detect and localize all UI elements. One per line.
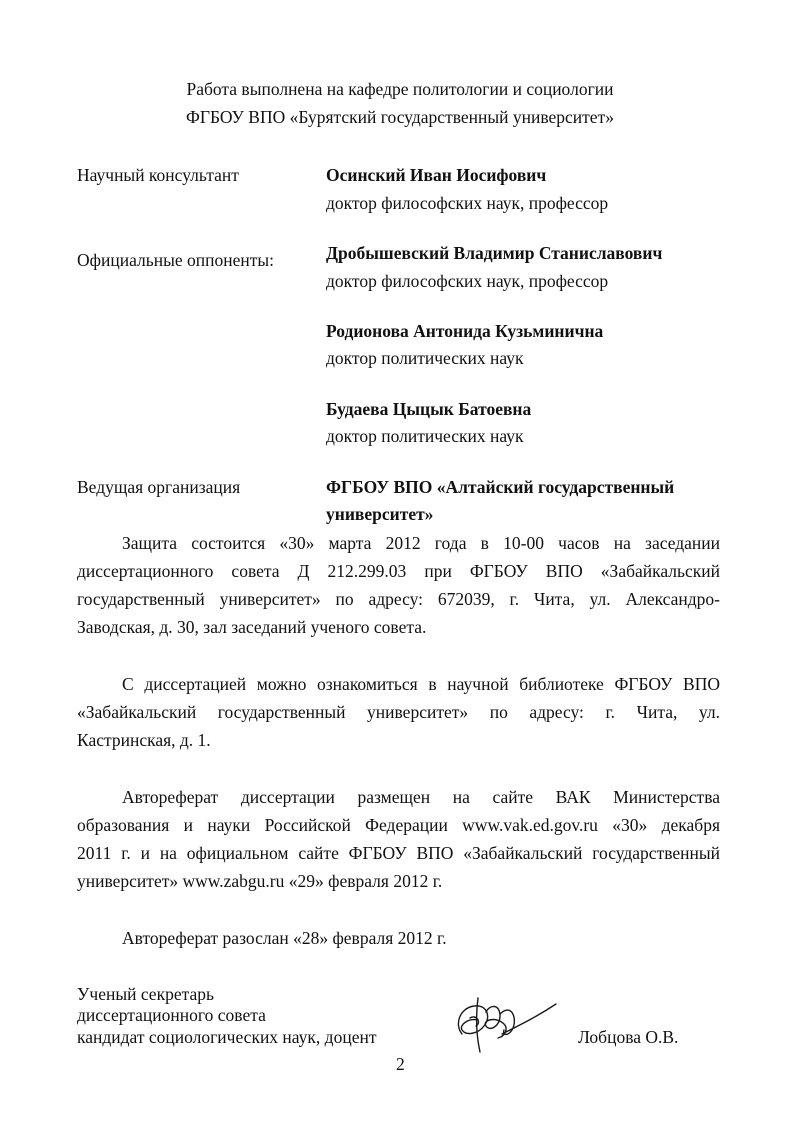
secretary-name: Лобцова О.В. [578, 1027, 679, 1047]
page-number: 2 [396, 1054, 405, 1074]
header-line-1: Работа выполнена на кафедре политологии и социологии [186, 79, 614, 99]
opponents-label: Официальные оппоненты: [77, 250, 274, 270]
consultant-label: Научный консультант [77, 165, 239, 185]
signature-mark [442, 994, 560, 1056]
lead-org-line-1: ФГБОУ ВПО «Алтайский государственный [326, 477, 675, 497]
defense-line-1: Защита состоится «30» марта 2012 года в 10-00 часов на заседании [122, 533, 720, 553]
abstract-line-4: университет» www.zabgu.ru «29» февраля 2012 г. [77, 871, 443, 891]
library-line-1: С диссертацией можно ознакомиться в научной библиотеке ФГБОУ ВПО [122, 674, 720, 694]
consultant-title: доктор философских наук, профессор [326, 193, 609, 213]
opponent-name-2: Родионова Антонида Кузьминична [326, 321, 604, 341]
opponent-title-3: доктор политических наук [326, 426, 524, 446]
abstract-line-2: образования и науки Российской Федерации www.vak.ed.gov.ru «30» декабря [77, 815, 720, 835]
opponent-name-3: Будаева Цыцык Батоевна [326, 399, 532, 419]
secretary-line-3: кандидат социологических наук, доцент [77, 1027, 377, 1047]
library-line-2: «Забайкальский государственный университет» по адресу: г. Чита, ул. [77, 702, 720, 722]
header-line-2: ФГБОУ ВПО «Бурятский государственный университет» [186, 107, 614, 127]
defense-line-2: диссертационного совета Д 212.299.03 при ФГБОУ ВПО «Забайкальский [77, 561, 720, 581]
library-line-3: Кастринская, д. 1. [77, 730, 211, 750]
opponent-title-2: доктор политических наук [326, 348, 524, 368]
lead-org-label: Ведущая организация [77, 477, 241, 497]
abstract-line-3: 2011 г. и на официальном сайте ФГБОУ ВПО «Забайкальский государственный [77, 843, 720, 863]
consultant-name: Осинский Иван Иосифович [326, 165, 547, 185]
abstract-sent: Автореферат разослан «28» февраля 2012 г. [122, 928, 447, 948]
lead-org-line-2: университет» [326, 504, 434, 524]
opponent-title-1: доктор философских наук, профессор [326, 271, 609, 291]
defense-line-3: государственный университет» по адресу: 672039, г. Чита, ул. Александро- [77, 589, 720, 609]
defense-line-4: Заводская, д. 30, зал заседаний ученого совета. [77, 617, 427, 637]
secretary-line-2: диссертационного совета [77, 1005, 266, 1025]
abstract-line-1: Автореферат диссертации размещен на сайте ВАК Министерства [122, 787, 720, 807]
secretary-line-1: Ученый секретарь [77, 984, 214, 1004]
opponent-name-1: Дробышевский Владимир Станиславович [326, 243, 663, 263]
